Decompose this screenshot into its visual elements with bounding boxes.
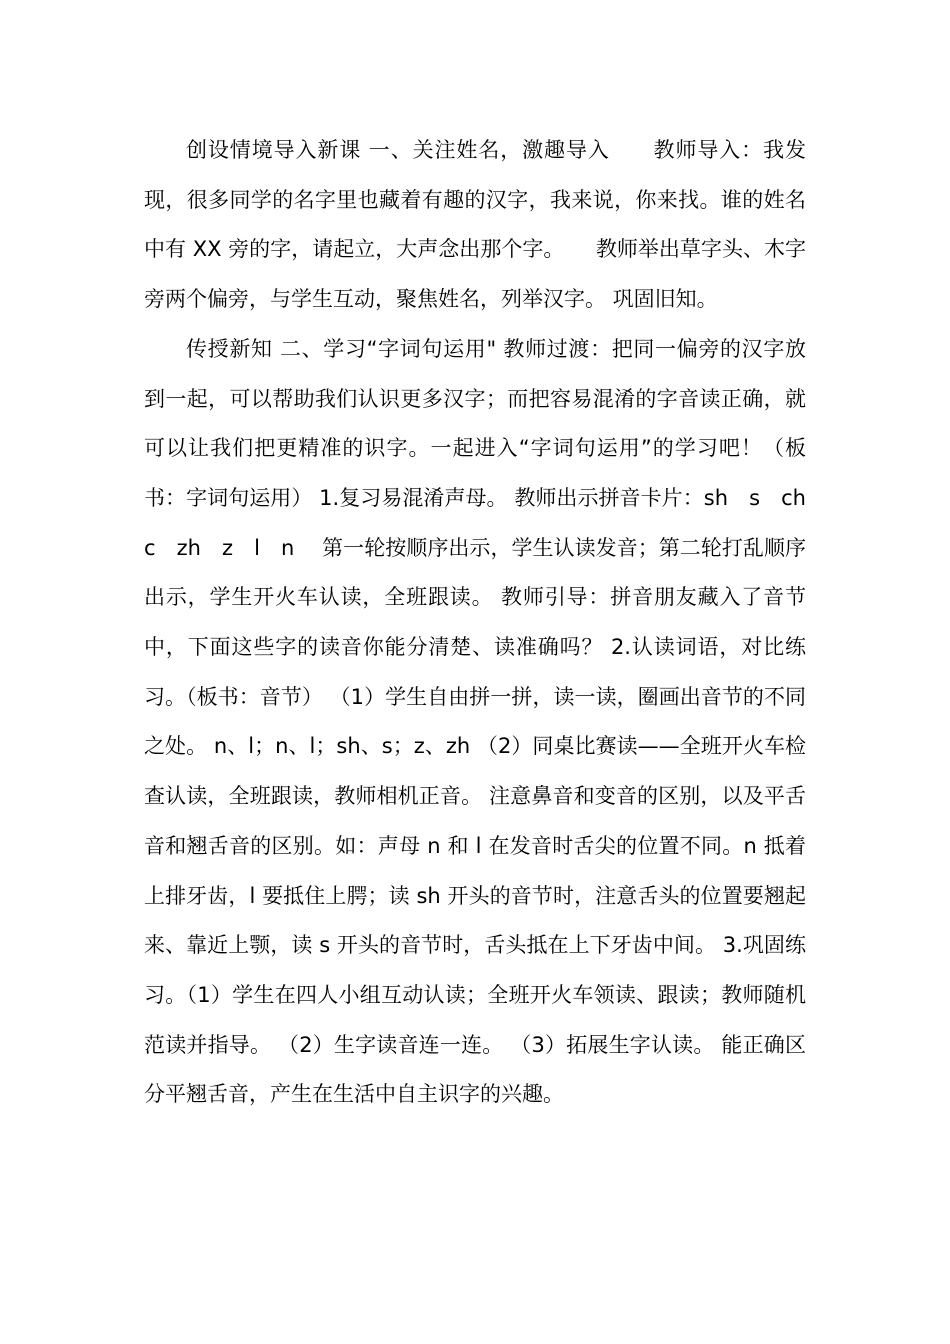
paragraph-intro: 创设情境导入新课 一、关注姓名，激趣导入 教师导入：我发现，很多同学的名字里也藏着有趣的汉字，我来说，你来找。谁的姓名中有 XX 旁的字，请起立，大声念出那个字。 教师举出草字头、木字旁两个偏旁，与学生互动，聚焦姓名，列举汉字。 巩固旧知。 bbox=[144, 138, 806, 312]
paragraph-new-knowledge: 传授新知 二、学习“字词句运用" 教师过渡：把同一偏旁的汉字放到一起，可以帮助我们认识更多汉字；而把容易混淆的字音读正确，就可以让我们把更精准的识字。一起进入“字词句运用”的学习吧！（板书：字词句运用） 1.复习易混淆声母。 教师出示拼音卡片：sh s ch c zh z l n 第一轮按顺序出示，学生认读发音；第二轮打乱顺序出示，学生开火车认读，全班跟读。 教师引导：拼音朋友藏入了音节中，下面这些字的读音你能分清楚、读准确吗？ 2.认读词语，对比练习。（板书：音节） （1）学生自由拼一拼，读一读，圈画出音节的不同之处。 n、l；n、l；sh、s；z、zh （2）同桌比赛读——全班开火车检查认读，全班跟读，教师相机正音。 注意鼻音和变音的区别，以及平舌音和翘舌音的区别。如：声母 n 和 l 在发音时舌尖的位置不同。n 抵着上排牙齿，l 要抵住上腭；读 sh 开头的音节时，注意舌头的位置要翘起来、靠近上颚，读 s 开头的音节时，舌头抵在上下牙齿中间。 3.巩固练习。（1）学生在四人小组互动认读；全班开火车领读、跟读；教师随机范读并指导。 （2）生字读音连一连。 （3）拓展生字认读。 能正确区分平翘舌音，产生在生活中自主识字的兴趣。 bbox=[144, 336, 827, 1107]
document-body bbox=[144, 126, 827, 1120]
